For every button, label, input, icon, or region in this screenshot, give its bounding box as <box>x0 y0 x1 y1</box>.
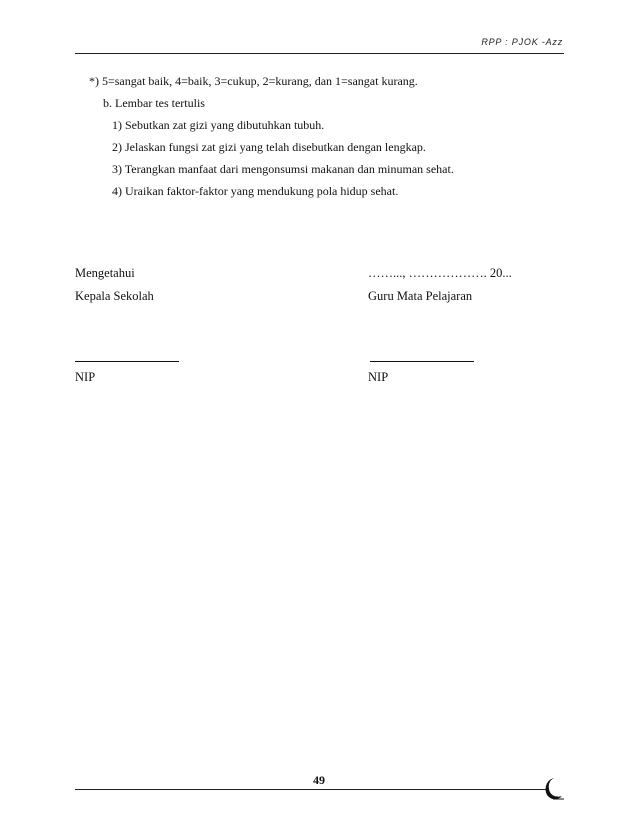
signature-right-role: Guru Mata Pelajaran <box>368 289 473 303</box>
rating-note: *) 5=sangat baik, 4=baik, 3=cukup, 2=kurang, dan 1=sangat kurang. <box>89 74 418 88</box>
signature-right-label: ……..., ………………. 20... <box>368 266 512 280</box>
question-item: 2) Jelaskan fungsi zat gizi yang telah disebutkan dengan lengkap. <box>112 140 426 154</box>
crescent-logo-icon <box>540 776 566 802</box>
header-divider <box>75 53 564 54</box>
section-title: b. Lembar tes tertulis <box>103 96 205 110</box>
question-item: 3) Terangkan manfaat dari mengonsumsi makanan dan minuman sehat. <box>112 162 454 176</box>
signature-right-nip: NIP <box>368 370 389 384</box>
footer-divider <box>75 789 546 790</box>
signature-left-line <box>75 361 179 362</box>
signature-left-label: Mengetahui <box>75 266 135 280</box>
signature-left-nip: NIP <box>75 370 96 384</box>
signature-right-line <box>370 361 474 362</box>
page-number: 49 <box>313 773 325 787</box>
header-title: RPP : PJOK -Azz <box>481 37 563 47</box>
signature-left-role: Kepala Sekolah <box>75 289 154 303</box>
question-item: 1) Sebutkan zat gizi yang dibutuhkan tubuh. <box>112 118 325 132</box>
question-item: 4) Uraikan faktor-faktor yang mendukung pola hidup sehat. <box>112 184 399 198</box>
